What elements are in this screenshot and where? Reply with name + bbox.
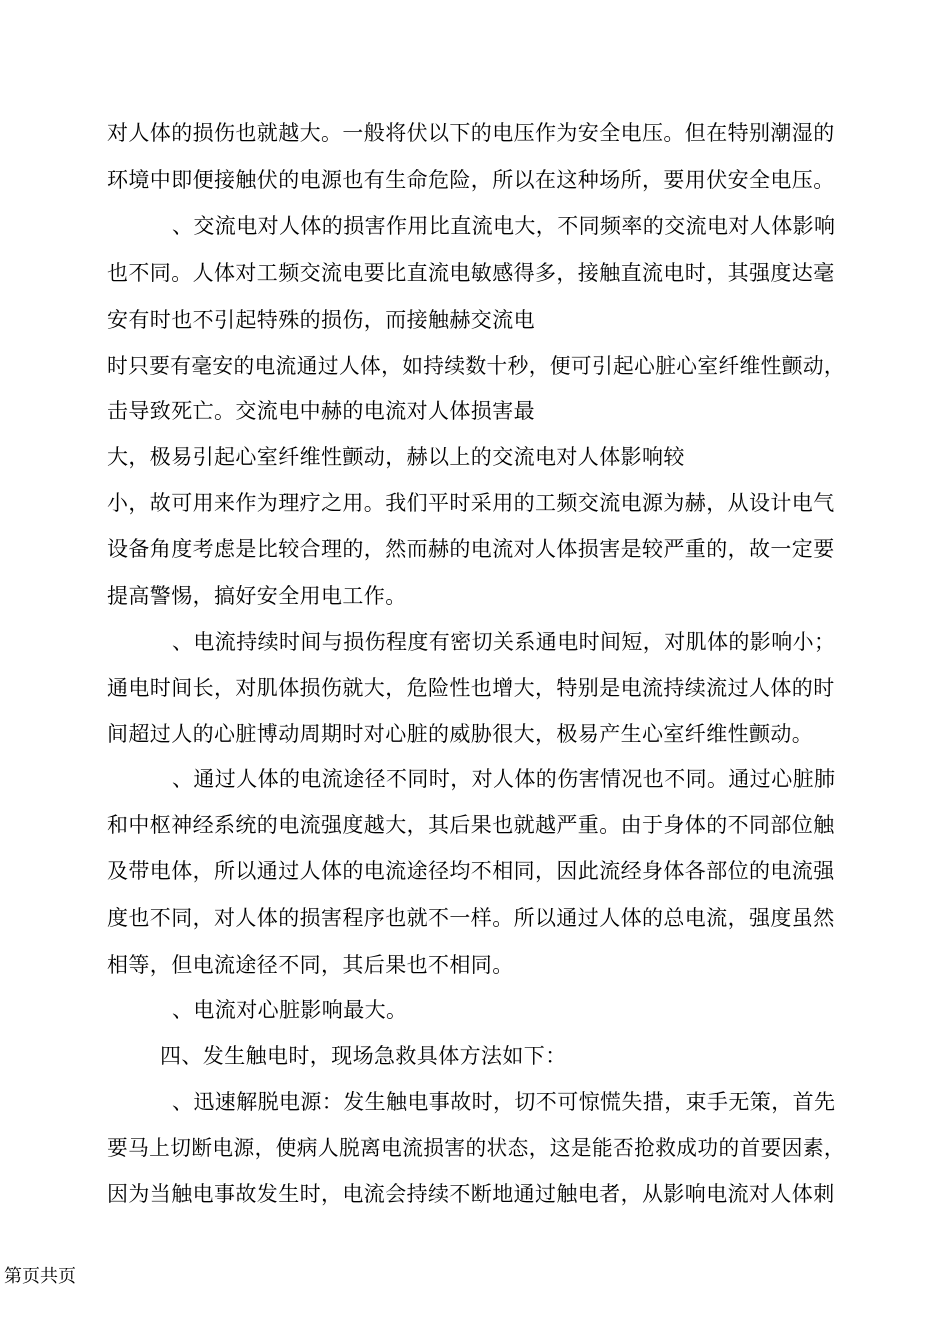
text-line: 、交流电对人体的损害作用比直流电大，不同频率的交流电对人体影响 <box>172 214 836 238</box>
text-line: 击导致死亡。交流电中赫的电流对人体损害最 <box>107 399 535 423</box>
text-line: 通电时间长，对肌体损伤就大，危险性也增大，特别是电流持续流过人体的时 <box>107 676 835 700</box>
text-line: 设备角度考虑是比较合理的，然而赫的电流对人体损害是较严重的，故一定要 <box>107 537 835 561</box>
text-line: 相等，但电流途径不同，其后果也不相同。 <box>107 953 514 977</box>
text-line: 小，故可用来作为理疗之用。我们平时采用的工频交流电源为赫，从设计电气 <box>107 491 835 515</box>
page-number-footer: 第页共页 <box>4 1266 76 1287</box>
text-line: 及带电体，所以通过人体的电流途径均不相同，因此流经身体各部位的电流强 <box>107 859 835 883</box>
text-line: 和中枢神经系统的电流强度越大，其后果也就越严重。由于身体的不同部位触 <box>107 813 835 837</box>
text-line: 、迅速解脱电源：发生触电事故时，切不可惊慌失措，束手无策，首先 <box>172 1090 836 1114</box>
text-line: 因为当触电事故发生时，电流会持续不断地通过触电者，从影响电流对人体刺 <box>107 1182 835 1206</box>
text-line: 间超过人的心脏博动周期时对心脏的威胁很大，极易产生心室纤维性颤动。 <box>107 722 814 746</box>
text-line: 环境中即便接触伏的电源也有生命危险，所以在这种场所，要用伏安全电压。 <box>107 168 835 192</box>
text-line: 要马上切断电源，使病人脱离电流损害的状态，这是能否抢救成功的首要因素， <box>107 1136 845 1160</box>
text-line: 四、发生触电时，现场急救具体方法如下： <box>160 1044 567 1068</box>
text-line: 度也不同，对人体的损害程序也就不一样。所以通过人体的总电流，强度虽然 <box>107 906 835 930</box>
text-line: 、电流持续时间与损伤程度有密切关系通电时间短，对肌体的影响小； <box>172 630 836 654</box>
text-line: 提高警惕，搞好安全用电工作。 <box>107 584 407 608</box>
text-line: 、通过人体的电流途径不同时，对人体的伤害情况也不同。通过心脏肺 <box>172 767 836 791</box>
text-line: 、电流对心脏影响最大。 <box>172 998 408 1022</box>
text-line: 对人体的损伤也就越大。一般将伏以下的电压作为安全电压。但在特别潮湿的 <box>107 121 835 145</box>
text-line: 时只要有毫安的电流通过人体，如持续数十秒，便可引起心脏心室纤维性颤动， <box>107 354 845 378</box>
text-line: 也不同。人体对工频交流电要比直流电敏感得多，接触直流电时，其强度达毫 <box>107 261 835 285</box>
text-line: 安有时也不引起特殊的损伤，而接触赫交流电 <box>107 308 535 332</box>
text-line: 大，极易引起心室纤维性颤动，赫以上的交流电对人体影响较 <box>107 445 685 469</box>
